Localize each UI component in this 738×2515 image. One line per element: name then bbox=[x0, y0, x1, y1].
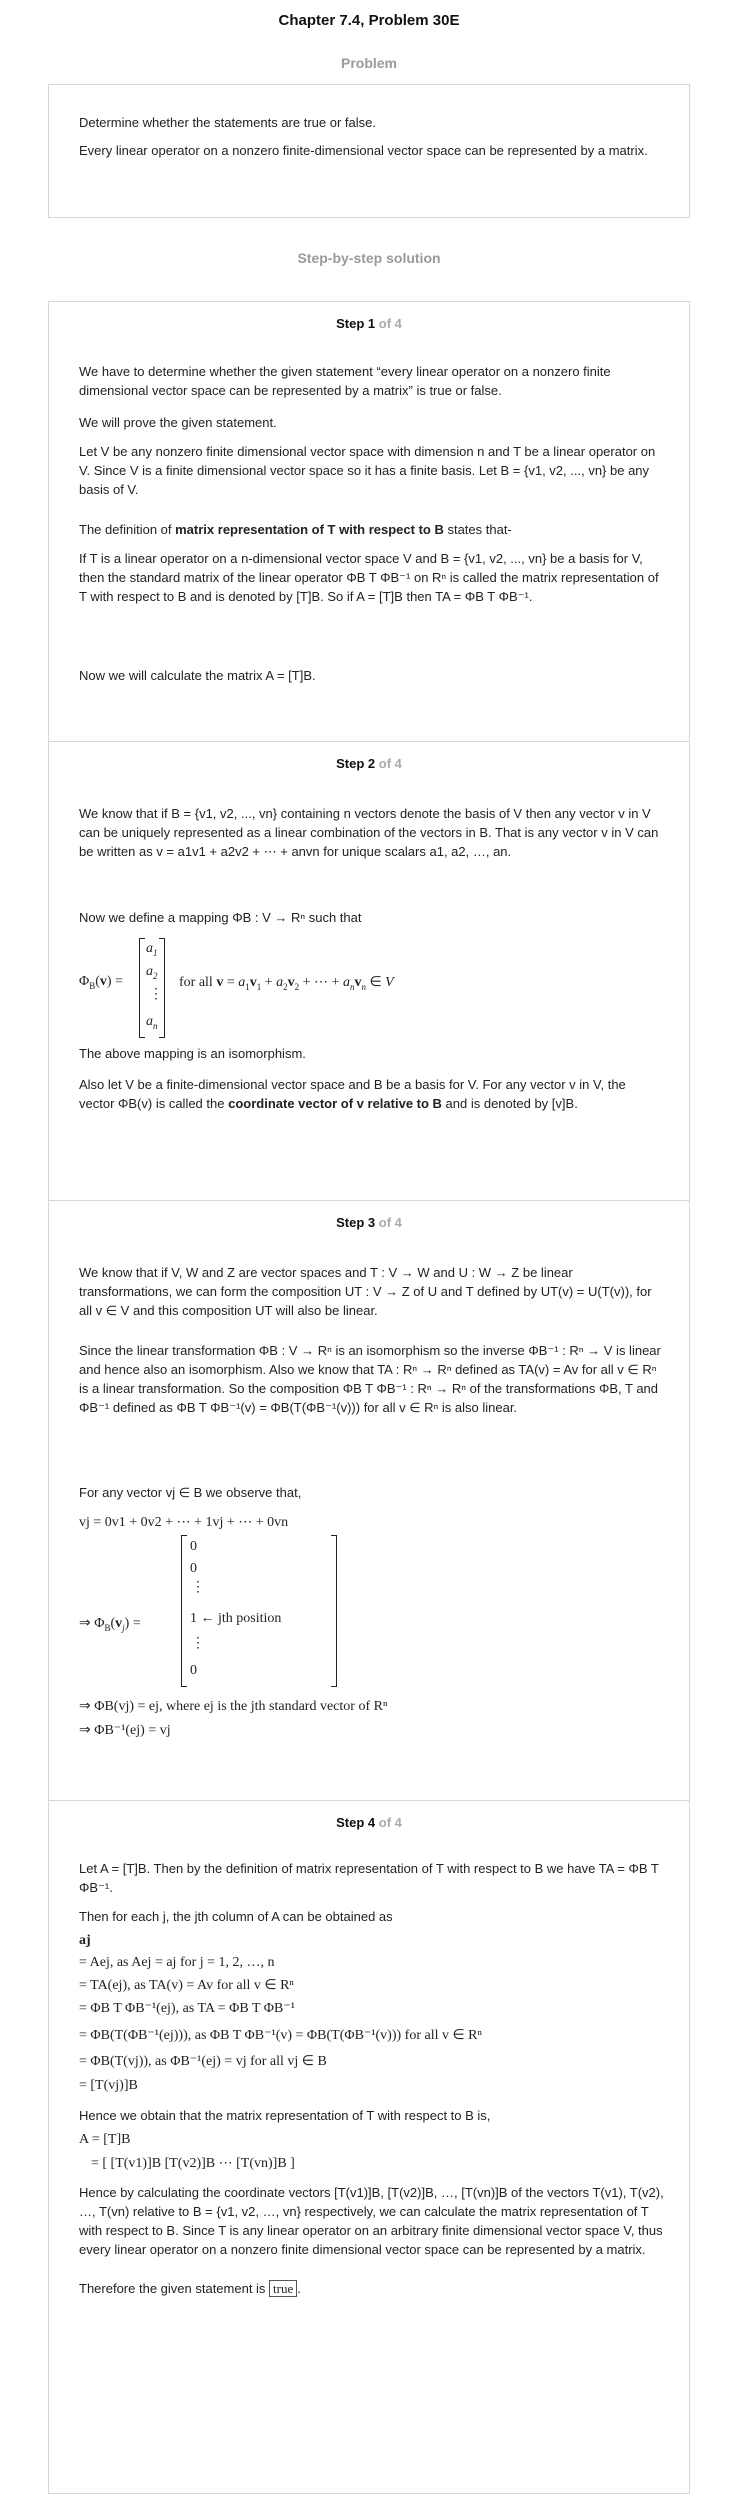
step-4-line-6: = ΦB(T(vj)), as ΦB⁻¹(ej) = vj for all vj ∈ B bbox=[79, 2054, 327, 2069]
standard-basis-column: 0 0 ⋮ 1 ← jth position ⋮ 0 bbox=[181, 1535, 337, 1687]
problem-box bbox=[48, 84, 690, 218]
step-1-para-3: Let V be any nonzero finite dimensional vector space with dimension n and T be a linear operator on V. Since V is a finite dimensional vector space so it has a finite basis. Let B = {v1, v2, ..., vn} be any basis of V. bbox=[79, 444, 656, 497]
chapter-title: Chapter 7.4, Problem 30E bbox=[278, 12, 460, 29]
step-3-eq-inverse: ⇒ ΦB⁻¹(ej) = vj bbox=[79, 1723, 171, 1738]
step-2-para-4: Also let V be a finite-dimensional vector space and B be a basis for V. For any vector v in V, the vector ΦB(v) is called the coordinate vector of v relative to B and is denoted by [v]B. bbox=[79, 1077, 626, 1111]
step-3-para-1: We know that if V, W and Z are vector spaces and T : V → W and U : W → Z be linear transformations, we can form the composition UT : V → Z of U and T defined by UT(v) = U(T(v)), for all v ∈ V and this composition UT will also be linear. bbox=[79, 1265, 652, 1318]
step-2-para-3: The above mapping is an isomorphism. bbox=[79, 1046, 306, 1061]
problem-heading: Problem bbox=[340, 55, 397, 71]
step-4-para-3: Hence we obtain that the matrix representation of T with respect to B is, bbox=[79, 2108, 491, 2123]
step-4 bbox=[48, 1800, 690, 2494]
step-4-matrix-a: A = [T]B bbox=[79, 2132, 131, 2147]
step-4-line-3: = TA(ej), as TA(v) = Av for all v ∈ Rⁿ bbox=[79, 1978, 294, 1993]
problem-text-1: Determine whether the statements are true or false. bbox=[79, 115, 376, 130]
step-3 bbox=[48, 1200, 690, 1801]
step-4-line-5: = ΦB(T(ΦB⁻¹(ej))), as ΦB T ΦB⁻¹(v) = ΦB(T(ΦB⁻¹(v))) for all v ∈ Rⁿ bbox=[79, 2028, 482, 2043]
step-1 bbox=[48, 301, 690, 742]
step-4-title: Step 4 of 4 bbox=[336, 1815, 402, 1830]
step-4-conclusion: Therefore the given statement is true . bbox=[79, 2281, 301, 2296]
step-1-para-2: We will prove the given statement. bbox=[79, 415, 277, 430]
step-3-eq-phi-vj: ⇒ $\Phi_B(v_j)$ = bbox=[79, 1616, 141, 1633]
step-1-para-4: The definition of matrix representation of T with respect to B states that- bbox=[79, 522, 512, 537]
for-all-v-condition: for all $v = a_1v_1 + a_2v_2$ + ⋯ + $a_nv_n$ ∈ V bbox=[179, 975, 394, 992]
step-4-line-2: = Aej, as Aej = aj for j = 1, 2, …, n bbox=[79, 1955, 275, 1970]
step-4-line-7: = [T(vj)]B bbox=[79, 2078, 138, 2093]
step-4-line-4: = ΦB T ΦB⁻¹(ej), as TA = ΦB T ΦB⁻¹ bbox=[79, 2001, 295, 2016]
step-3-eq-standard-vector: ⇒ ΦB(vj) = ej, where ej is the jth standard vector of Rⁿ bbox=[79, 1699, 388, 1714]
step-4-para-1: Let A = [T]B. Then by the definition of matrix representation of T with respect to B we have TA = ΦB T ΦB⁻¹. bbox=[79, 1861, 659, 1895]
step-4-para-4: Hence by calculating the coordinate vectors [T(v1)]B, [T(v2)]B, …, [T(vn)]B of the vectors T(v1), T(v2), …, T(vn) relative to B = {v1, v2, …, vn} respectively, we can calculate the matrix representation of T with respect to B. Since T is any linear operator on an arbitrary finite dimensional vector space V, thus every linear operator on a nonzero finite dimensional vector space can be represented by a matrix. bbox=[79, 2185, 664, 2257]
jth-position-label: jth position bbox=[218, 1611, 282, 1626]
phi-b-of-v: $\Phi_B(v)$ = bbox=[79, 974, 123, 991]
step-1-para-5: If T is a linear operator on a n-dimensional vector space V and B = {v1, v2, ..., vn} be a basis for V, then the standard matrix of the linear operator ΦB T ΦB⁻¹ on Rⁿ is called the matrix representation of T with respect to B and is denoted by [T]B. So if A = [T]B then TA = ΦB T ΦB⁻¹. bbox=[79, 551, 659, 604]
step-1-title: Step 1 of 4 bbox=[336, 316, 402, 331]
problem-text-2: Every linear operator on a nonzero finite-dimensional vector space can be represented by a matrix. bbox=[79, 143, 648, 158]
step-1-para-1: We have to determine whether the given statement “every linear operator on a nonzero finite dimensional vector space can be represented by a matrix” is true or false. bbox=[79, 364, 611, 398]
step-4-line-aj: aj bbox=[79, 1933, 91, 1948]
step-2-title: Step 2 of 4 bbox=[336, 756, 402, 771]
step-1-para-6: Now we will calculate the matrix A = [T]B. bbox=[79, 668, 316, 683]
step-3-title: Step 3 of 4 bbox=[336, 1215, 402, 1230]
solution-heading: Step-by-step solution bbox=[297, 250, 441, 266]
step-2-para-1: We know that if B = {v1, v2, ..., vn} containing n vectors denote the basis of V then any vector v in V can be uniquely represented as a linear combination of the vectors in B. That is any vector v in V can be written as v = a1v1 + a2v2 + ⋯ + anvn for unique scalars a1, a2, …, an. bbox=[79, 806, 659, 859]
step-4-para-2: Then for each j, the jth column of A can be obtained as bbox=[79, 1909, 393, 1924]
step-3-eq-vj: vj = 0v1 + 0v2 + ⋯ + 1vj + ⋯ + 0vn bbox=[79, 1515, 289, 1530]
answer-badge: true bbox=[269, 2280, 297, 2297]
step-3-para-3: For any vector vj ∈ B we observe that, bbox=[79, 1485, 302, 1500]
coordinate-column-vector: $a_1$ $a_2$ ⋮ $a_n$ bbox=[139, 938, 165, 1038]
step-2 bbox=[48, 741, 690, 1201]
step-3-para-2: Since the linear transformation ΦB : V → Rⁿ is an isomorphism so the inverse ΦB⁻¹ : Rⁿ → V is linear and hence also an isomorphism. Also we know that TA : Rⁿ → Rⁿ defined as TA(v) = Av for all v ∈ Rⁿ is a linear transformation. So the composition ΦB T ΦB⁻¹ : Rⁿ → Rⁿ of the transformations ΦB, T and ΦB⁻¹ defined as ΦB T ΦB⁻¹(v) = ΦB(T(ΦB⁻¹(v))) for all v ∈ Rⁿ is also linear. bbox=[79, 1343, 661, 1415]
step-2-para-2: Now we define a mapping ΦB : V → Rⁿ such that bbox=[79, 910, 362, 925]
step-4-matrix-columns: = [ [T(v1)]B [T(v2)]B ⋯ [T(vn)]B ] bbox=[91, 2156, 295, 2171]
